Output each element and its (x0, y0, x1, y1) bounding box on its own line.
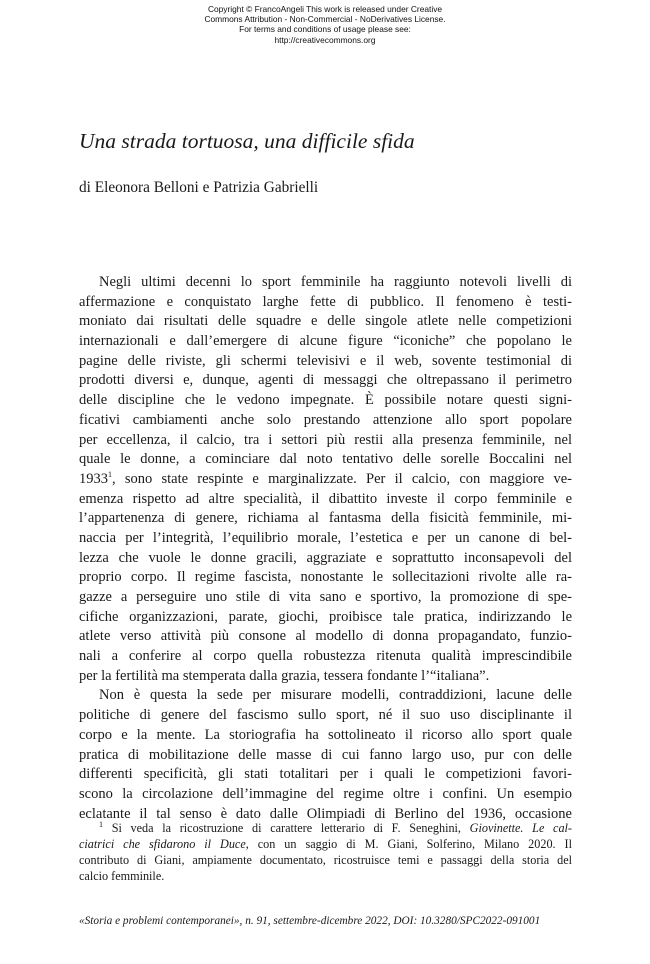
footnote-mark: 1 (99, 819, 103, 829)
copyright-notice (0, 4, 650, 45)
journal-citation: «Storia e problemi contemporanei», n. 91, settembre-dicembre 2022, DOI: 10.3280/SPC2022-091001 (79, 915, 541, 927)
article-body (79, 273, 572, 824)
body-line: Negli ultimi decenni lo sport femminile ha raggiunto notevoli livelli di (99, 274, 572, 290)
body-line: Non è questa la sede per misurare modelli, contraddizioni, lacune delle (99, 687, 572, 704)
body-line: lezza che vuole le donne gracili, aggraziate e soprattutto inconsapevoli del (79, 549, 572, 566)
body-line: cifiche organizzazioni, parate, giochi, proibisce tale pratica, indirizzando le (79, 608, 572, 625)
body-line: per eccellenza, il calcio, tra i settori più restii alla presenza femminile, nel (79, 431, 572, 448)
footnote-line: calcio femminile. (79, 869, 165, 884)
body-line: atlete verso attività più consone al modello di donna propagandato, funzio- (79, 628, 572, 645)
article-authors: di Eleonora Belloni e Patrizia Gabrielli (79, 179, 319, 196)
footnote-line (79, 820, 572, 836)
body-line: quale le donne, a cominciare dal noto tentativo delle sorelle Boccalini nel (79, 451, 572, 468)
body-line: eclatante il tal senso è dato dalle Olimpiadi di Berlino del 1936, occasione (79, 805, 572, 822)
body-line: l’appartenenza di genere, richiama al fantasma della fisicità femminile, mi- (79, 510, 572, 527)
body-line: pratica di mobilitazione delle masse di cui fanno largo uso, pur con delle (79, 746, 572, 763)
body-line-with-footnote-ref (79, 470, 572, 490)
body-line: politiche di genere del fascismo sullo sport, né il suo uso disciplinante il (79, 707, 572, 724)
body-text-fragment: 1933 (79, 470, 108, 487)
footnote-line: contributo di Giani, ampiamente documentato, ricostruisce temi e passaggi della storia del (79, 853, 572, 868)
body-line: delle discipline che le vedono impegnate. È possibile notare questi signi- (79, 392, 572, 409)
body-text-fragment: , sono state respinte e marginalizzate. Per il calcio, con maggiore ve- (112, 470, 572, 487)
footnote-reference[interactable]: 1 (108, 470, 112, 480)
copyright-line: Commons Attribution - Non-Commercial - NoDerivatives License. (204, 14, 446, 25)
body-line: prodotti diversi e, dunque, agenti di messaggi che oltrepassano il perimetro (79, 372, 572, 389)
copyright-link[interactable]: http://creativecommons.org (274, 34, 376, 45)
body-line: moniato dai risultati delle squadre e delle singole atlete nelle competizioni (79, 313, 572, 330)
footnote-line (79, 836, 572, 852)
body-line: gazze a perseguire uno stile di vita sano e sportivo, la promozione di spe- (79, 589, 572, 605)
body-line: internazionali e dall’emergere di alcune figure “iconiche” che popolano le (79, 333, 572, 350)
copyright-line: Copyright © FrancoAngeli This work is released under Creative (207, 4, 443, 14)
body-line: scono la circolazione dell’immagine del regime oltre i confini. Un esempio (79, 785, 572, 802)
body-line: ficativi cambiamenti anche solo prestando attenzione allo sport popolare (79, 411, 572, 428)
body-line: pagine delle riviste, gli schermi televisivi e il web, sovente testimonial di (79, 352, 572, 369)
body-line: per la fertilità ma stemperata dalla grazia, tessera fondante l’“italiana”. (79, 667, 490, 684)
body-line: corpo e la mente. La storiografia ha sottolineato il ricorso allo sport quale (79, 726, 572, 743)
footnote-book-title: Giovinette. Le cal- (469, 821, 572, 835)
body-line: affermazione e conquistato larghe fette di pubblico. Il fenomeno è testi- (79, 293, 572, 310)
footnote-text-fragment: Si veda la ricostruzione di carattere letterario di F. Seneghini, (111, 821, 470, 835)
footnote-book-title: ciatrici che sfidarono il Duce (79, 837, 246, 852)
footnote (79, 820, 572, 884)
footnote-text-fragment: , con un saggio di M. Giani, Solferino, Milano 2020. Il (245, 837, 572, 852)
body-line: emenza rispetto ad altre specialità, il dibattito investe il corpo femminile e (79, 490, 572, 507)
body-line: proprio corpo. Il regime fascista, nonostante le sollecitazioni rivolte alle ra- (79, 569, 572, 586)
body-line: naccia per l’integrità, l’equilibrio morale, l’estetica e per un canone di bel- (79, 529, 572, 546)
copyright-line: For terms and conditions of usage please see: (239, 24, 411, 35)
body-line: differenti specificità, gli stati totalitari per i quali le competizioni favori- (79, 766, 572, 783)
article-title: Una strada tortuosa, una difficile sfida (79, 129, 415, 153)
body-line: nali a conferire al corpo quella robustezza ritenuta qualità imprescindibile (79, 648, 572, 665)
